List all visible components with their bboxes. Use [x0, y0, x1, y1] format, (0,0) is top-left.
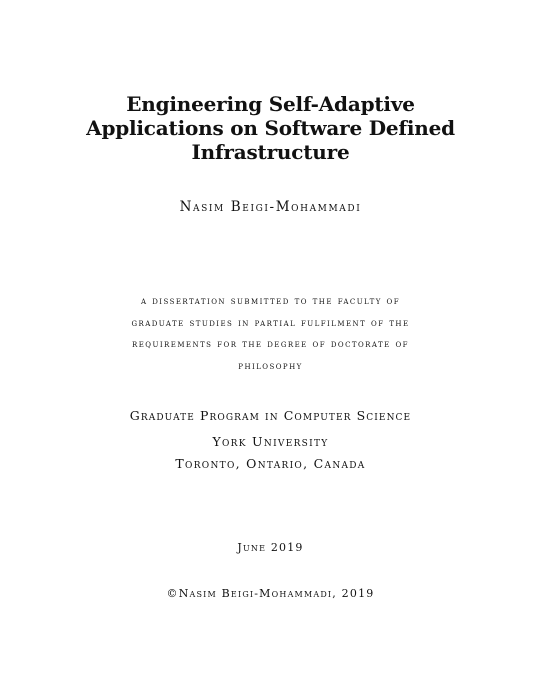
thesis-title-line-2: Applications on Software Defined [86, 116, 455, 140]
university-location: Toronto, Ontario, Canada [175, 456, 366, 471]
thesis-title-line-1: Engineering Self-Adaptive [126, 92, 415, 116]
dissertation-statement [100, 291, 441, 377]
submission-date: June 2019 [237, 541, 304, 554]
statement-line-2: graduate studies in partial fulfilment of the [131, 316, 410, 329]
graduate-program: Graduate Program in Computer Science [129, 408, 412, 423]
thesis-title [0, 92, 541, 164]
author-name: Nasim Beigi-Mohammadi [179, 199, 362, 215]
copyright-notice: ©Nasim Beigi-Mohammadi, 2019 [166, 587, 375, 600]
thesis-title-line-3: Infrastructure [191, 140, 350, 164]
statement-line-3: requirements for the degree of doctorate of [132, 338, 409, 350]
statement-line-4: philosophy [238, 359, 303, 372]
statement-line-1: a dissertation submitted to the faculty of [140, 295, 401, 307]
university-name: York University [212, 434, 329, 449]
